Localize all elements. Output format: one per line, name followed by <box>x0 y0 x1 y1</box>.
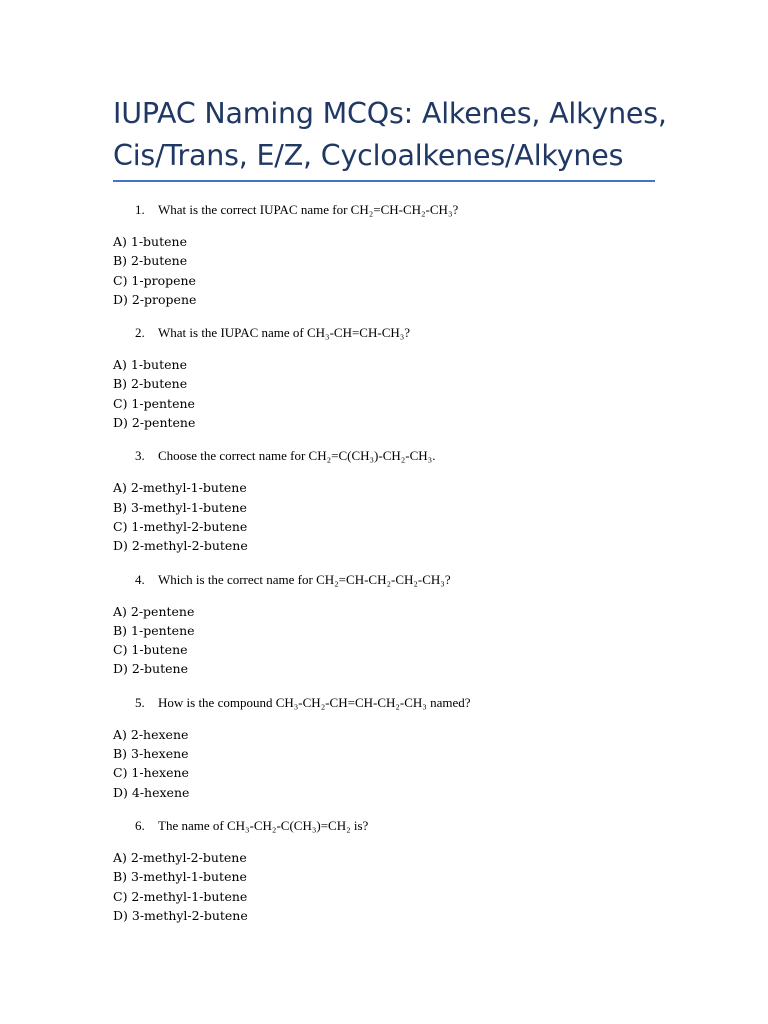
option-b: B) 3-methyl-1-butene <box>113 869 247 885</box>
option-b: B) 2-butene <box>113 253 188 269</box>
question-stem: What is the correct IUPAC name for CH₂=CH-CH₂-CH₃? <box>158 202 459 217</box>
question-number: 4. <box>135 571 145 587</box>
option-c: C) 1-butene <box>113 642 188 658</box>
option-b: B) 3-methyl-1-butene <box>113 499 247 515</box>
question-number: 1. <box>135 202 145 217</box>
option-b: B) 1-pentene <box>113 622 195 638</box>
option-a: A) 2-methyl-1-butene <box>113 480 247 496</box>
option-d: D) 2-butene <box>113 661 188 677</box>
option-b: B) 2-butene <box>113 376 188 392</box>
option-c: C) 1-pentene <box>113 395 195 411</box>
option-a: A) 2-pentene <box>113 603 195 619</box>
document-title: IUPAC Naming MCQs: Alkenes, Alkynes, Cis/Trans, E/Z, Cycloalkenes/Alkynes <box>113 97 667 172</box>
option-c: C) 1-hexene <box>113 765 189 781</box>
question-6 <box>113 816 655 925</box>
option-d: D) 2-pentene <box>113 415 196 431</box>
question-number: 6. <box>135 817 145 833</box>
option-a: A) 1-butene <box>113 357 187 373</box>
option-list <box>113 725 655 802</box>
option-list <box>113 848 655 925</box>
option-d: D) 3-methyl-2-butene <box>113 907 248 923</box>
option-c: C) 2-methyl-1-butene <box>113 888 248 904</box>
option-c: C) 1-methyl-2-butene <box>113 518 248 534</box>
option-c: C) 1-propene <box>113 272 196 288</box>
question-stem: How is the compound CH₃-CH₂-CH=CH-CH₂-CH₃ named? <box>158 694 471 710</box>
question-list <box>113 200 655 925</box>
question-stem: What is the IUPAC name of CH₃-CH=CH-CH₃? <box>158 325 411 341</box>
question-stem: Which is the correct name for CH₂=CH-CH₂-CH₂-CH₃? <box>158 571 451 587</box>
option-a: A) 2-hexene <box>113 726 189 742</box>
option-list <box>113 478 655 555</box>
option-d: D) 4-hexene <box>113 784 190 800</box>
option-a: A) 1-butene <box>113 234 187 249</box>
option-d: D) 2-methyl-2-butene <box>113 538 248 554</box>
title-underline <box>113 180 655 182</box>
question-3 <box>113 446 655 569</box>
option-d: D) 2-propene <box>113 291 197 307</box>
question-number: 3. <box>135 448 145 464</box>
question-1 <box>113 200 655 323</box>
option-list <box>113 602 655 679</box>
question-stem: Choose the correct name for CH₂=C(CH₃)-CH₂-CH₃. <box>158 448 436 464</box>
option-list <box>113 355 655 432</box>
question-stem: The name of CH₃-CH₂-C(CH₃)=CH₂ is? <box>158 817 369 833</box>
option-a: A) 2-methyl-2-butene <box>113 849 247 865</box>
question-4 <box>113 570 655 693</box>
question-number: 2. <box>135 325 145 341</box>
question-2 <box>113 323 655 446</box>
question-5 <box>113 693 655 816</box>
question-number: 5. <box>135 694 145 710</box>
option-list <box>113 232 655 309</box>
option-b: B) 3-hexene <box>113 746 189 762</box>
